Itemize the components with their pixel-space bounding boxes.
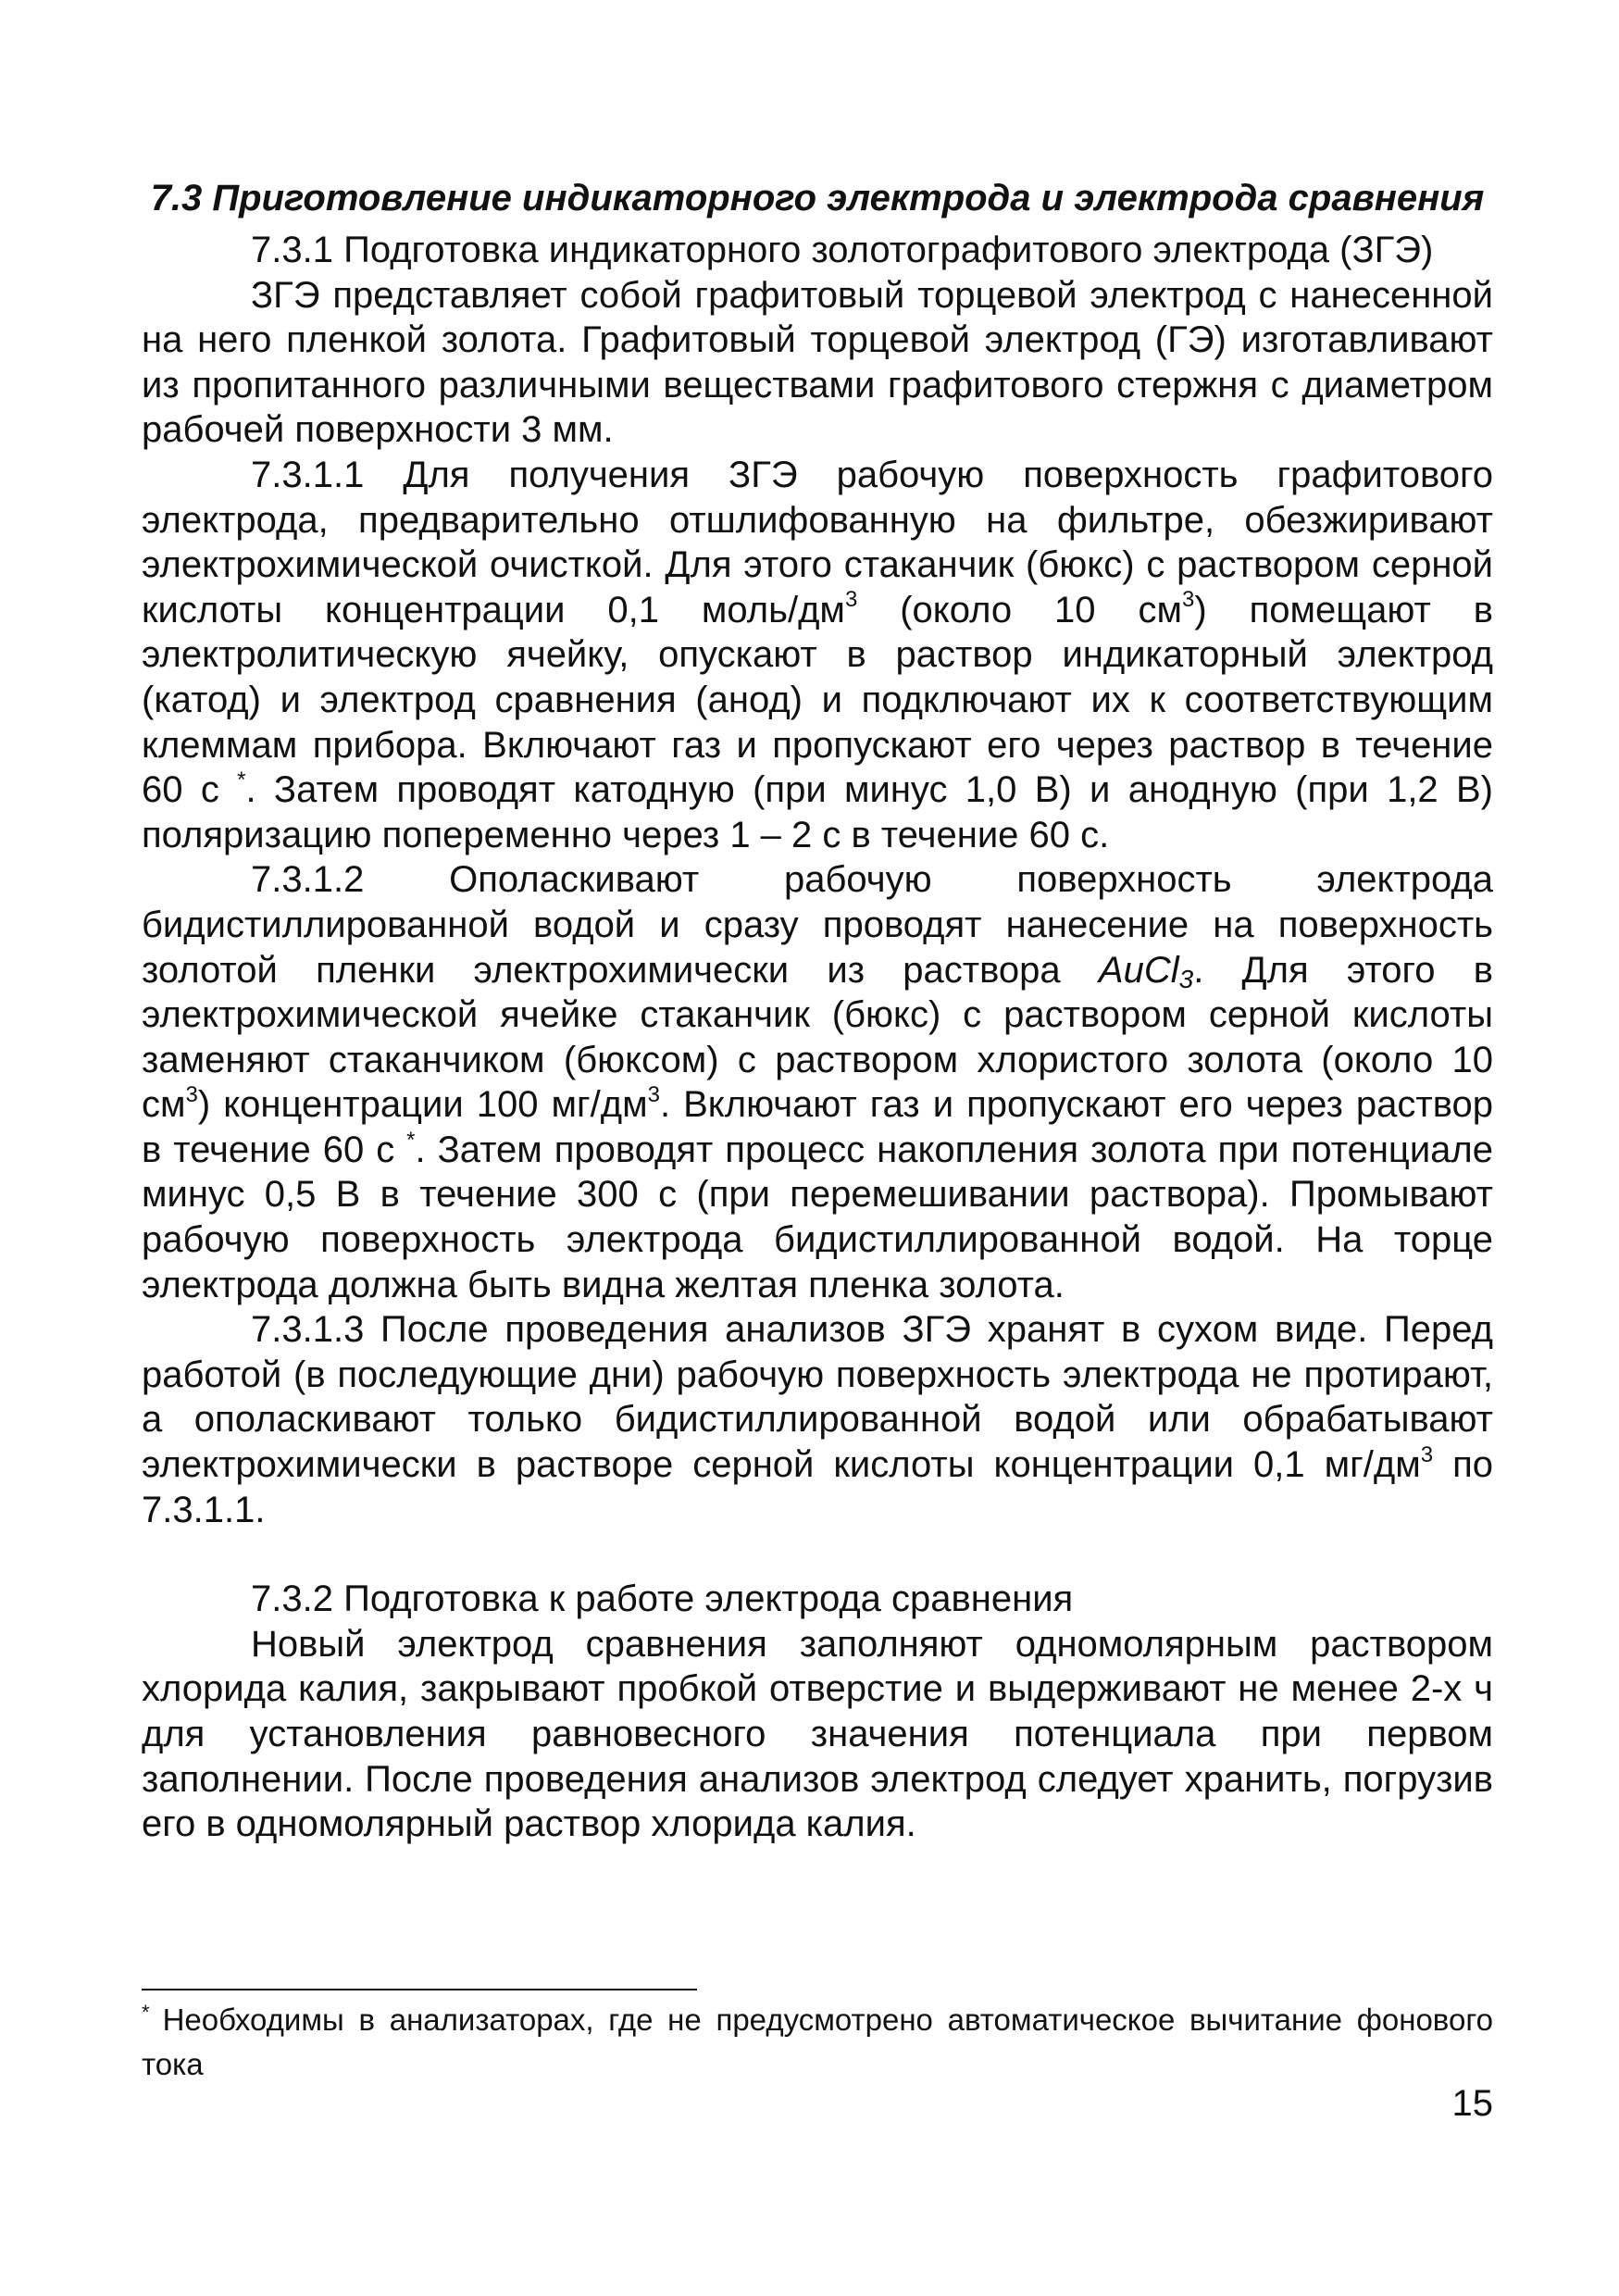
- text-run: 7.3.1.2 Ополаскивают рабочую поверхность электрода бидистиллированной водой и сразу проводят нанесение на поверхность золотой пленки электрохимически из раствора: [142, 859, 1493, 991]
- text-run: . Для этого в электрохимической ячейке стаканчик (бюкс) с раствором серной кислоты заменяют стаканчиком (бюксом) с раствором хлористого золота (около 10 см: [142, 949, 1494, 1126]
- text-run: ) концентрации 100 мг/дм: [197, 1084, 648, 1126]
- superscript: 3: [1420, 1441, 1434, 1467]
- paragraph-7-3-2: Новый электрод сравнения заполняют одномолярным раствором хлорида калия, закрывают пробкой отверстие и выдерживают не менее 2-х ч для установления равновесного значения потенциала при первом заполнении. После проведения анализов электрод следует хранить, погрузив его в одномолярный раствор хлорида калия.: [142, 1623, 1493, 1845]
- text-run: 7.3.1.1 Для получения ЗГЭ рабочую поверхность графитового электрода, предварительно отшлифованную на фильтре, обезжиривают электрохимической очисткой. Для этого стаканчик (бюкс) с раствором серной кислоты концентрации 0,1 моль/дм: [142, 454, 1493, 630]
- text-run: ) помещают в электролитическую ячейку, опускают в раствор индикаторный электрод (катод) и электрод сравнения (анод) и подключают их к соответствующим клеммам прибора. Включают газ и пропускают его через раствор в течение 60 с: [142, 589, 1494, 811]
- text-run: . Затем проводят процесс накопления золота при потенциале минус 0,5 В в течение 300 с (при перемешивании раствора). Промывают рабочую поверхность электрода бидистиллированной водой. На торце электрода должна быть видна желтая пленка золота.: [142, 1129, 1494, 1305]
- paragraph-7-3-1-3: [142, 1307, 1493, 1532]
- text-run: . Включают газ и пропускают его через раствор в течение 60 с: [142, 1084, 1494, 1170]
- footnote-divider: [142, 1989, 697, 1990]
- superscript: 3: [185, 1081, 198, 1107]
- footnote-text: Необходимы в анализаторах, где не предусмотрено автоматическое вычитание фонового тока: [142, 2003, 1493, 2081]
- document-page: [142, 176, 1493, 1847]
- page-number: 15: [1451, 2083, 1493, 2124]
- text-run: по 7.3.1.1.: [142, 1444, 1493, 1530]
- superscript: 3: [647, 1081, 660, 1107]
- footnote: [142, 2000, 1493, 2085]
- spacer: [142, 220, 1493, 228]
- footnote-ref: *: [406, 1127, 416, 1153]
- footnote-marker: *: [142, 2001, 150, 2024]
- section-title: 7.3 Приготовление индикаторного электрода и электрода сравнения: [150, 178, 1485, 218]
- text-run: . Затем проводят катодную (при минус 1,0 В) и анодную (при 1,2 В) поляризацию попеременно через 1 – 2 с в течение 60 с.: [142, 769, 1493, 855]
- text-run: (около 10 см: [857, 589, 1182, 630]
- spacer: [142, 1532, 1493, 1577]
- text-run: 7.3.1.3 После проведения анализов ЗГЭ хранят в сухом виде. Перед работой (в последующие дни) рабочую поверхность электрода не протирают, а ополаскивают только бидистиллированной водой или обрабатывают электрохимически в растворе серной кислоты концентрации 0,1 мг/дм: [142, 1309, 1493, 1486]
- formula-main: AuCl: [1098, 949, 1179, 991]
- footnote-ref: *: [237, 767, 246, 792]
- chemical-formula: [1099, 950, 1193, 991]
- subsection-heading-7-3-2: 7.3.2 Подготовка к работе электрода сравнения: [251, 1578, 1074, 1620]
- superscript: 3: [844, 587, 858, 613]
- formula-subscript: 3: [1178, 964, 1194, 993]
- superscript: 3: [1181, 587, 1195, 613]
- paragraph-7-3-1-intro: ЗГЭ представляет собой графитовый торцевой электрод с нанесенной на него пленкой золота. Графитовый торцевой электрод (ГЭ) изготавливают из пропитанного различными веществами графитового стержня с диаметром рабочей поверхности 3 мм.: [142, 274, 1493, 451]
- subsection-heading-7-3-1: 7.3.1 Подготовка индикаторного золотографитового электрода (ЗГЭ): [251, 230, 1434, 270]
- paragraph-7-3-1-1: [142, 453, 1493, 857]
- paragraph-7-3-1-2: [142, 857, 1493, 1307]
